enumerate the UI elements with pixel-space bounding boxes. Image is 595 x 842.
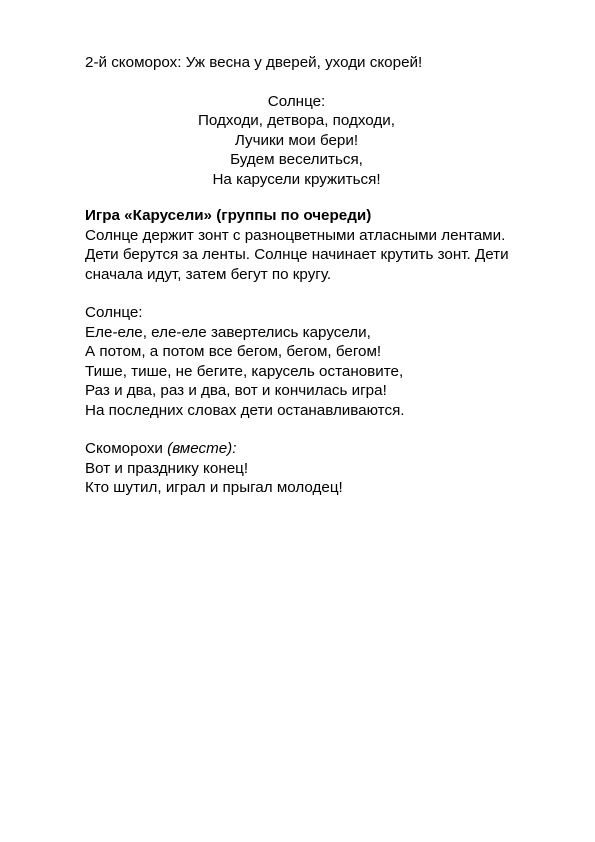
sun-verse-speaker: Солнце: xyxy=(267,92,326,110)
game-description-line-2: Дети берутся за ленты. Солнце начинает крутить зонт. Дети xyxy=(85,246,509,263)
intro-text: Уж весна у дверей, уходи скорей! xyxy=(181,54,423,71)
sun-song-note: На последних словах дети останавливаются. xyxy=(85,401,405,419)
finale-speaker: Скоморохи xyxy=(85,440,163,457)
finale-speaker-line xyxy=(85,439,555,459)
finale-stage-direction: (вместе): xyxy=(167,440,237,457)
game-description-line-1: Солнце держит зонт с разноцветными атласными лентами. xyxy=(85,226,506,244)
finale-line-2: Кто шутил, играл и прыгал молодец! xyxy=(85,479,343,496)
finale xyxy=(85,439,555,498)
game-section xyxy=(85,206,555,284)
sun-verse-line-1: Подходи, детвора, подходи, xyxy=(198,112,395,129)
intro-line xyxy=(85,53,555,73)
game-title: Игра «Карусели» (группы по очереди) xyxy=(85,207,372,224)
document-page xyxy=(85,53,555,498)
finale-line-1: Вот и празднику конец! xyxy=(85,459,249,477)
sun-verse-line-3: Будем веселиться, xyxy=(230,151,363,168)
sun-song-line-3: Тише, тише, не бегите, карусель остановите, xyxy=(85,362,404,380)
sun-song-speaker: Солнце: xyxy=(85,304,143,321)
sun-song-line-1: Еле-еле, еле-еле завертелись карусели, xyxy=(85,323,371,341)
sun-verse xyxy=(85,92,555,190)
sun-song xyxy=(85,303,555,420)
game-description-line-3: сначала идут, затем бегут по кругу. xyxy=(85,265,332,283)
sun-song-line-2: А потом, а потом все бегом, бегом, бегом! xyxy=(85,343,382,360)
intro-speaker: 2-й скоморох: xyxy=(85,54,182,71)
sun-verse-line-2: Лучики мои бери! xyxy=(234,131,359,149)
sun-song-line-4: Раз и два, раз и два, вот и кончилась игра! xyxy=(85,382,387,399)
sun-verse-line-4: На карусели кружиться! xyxy=(212,170,381,188)
